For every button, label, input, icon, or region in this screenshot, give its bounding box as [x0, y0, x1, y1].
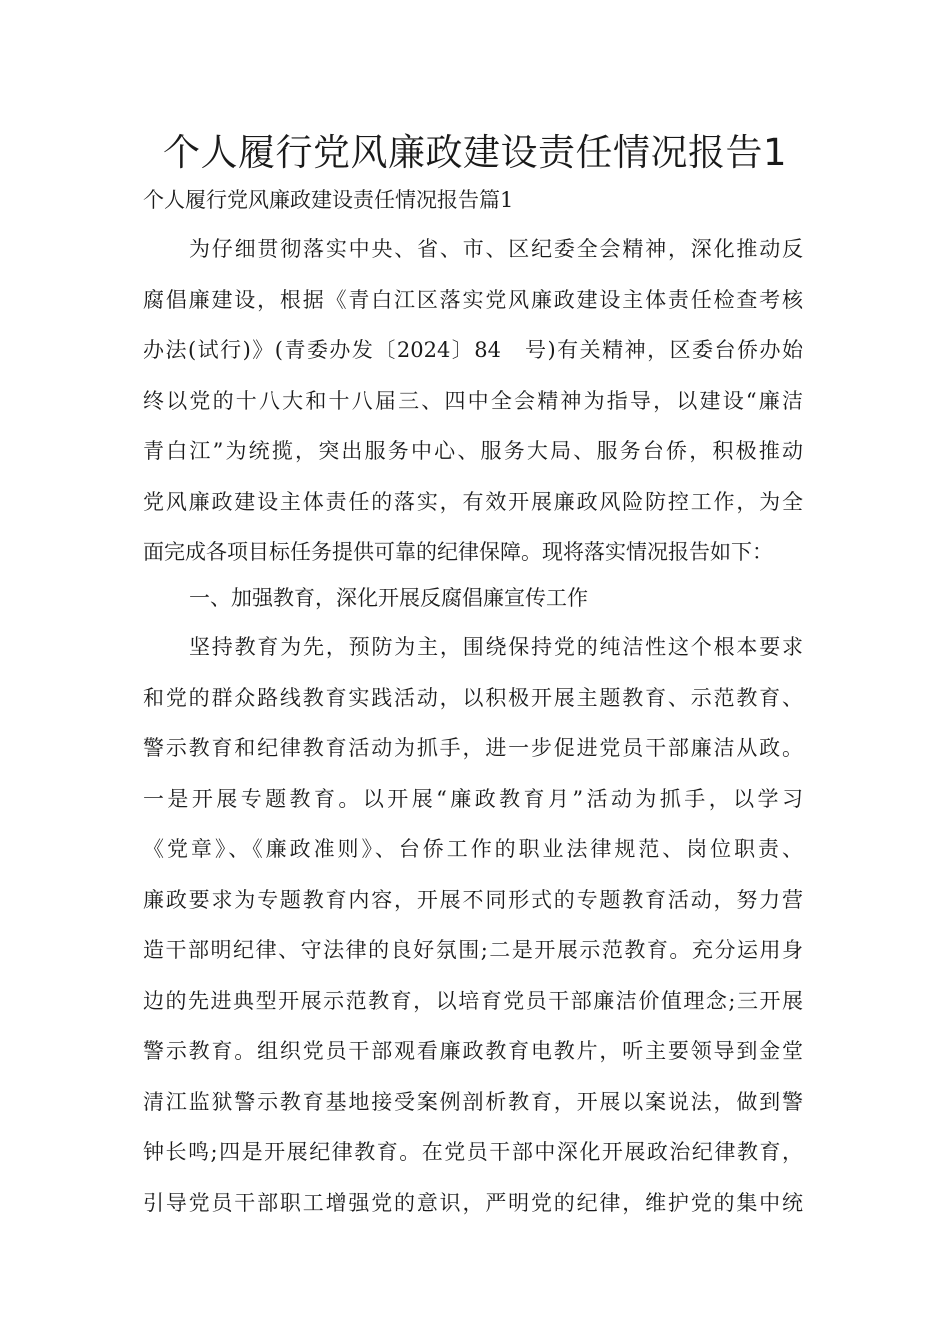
paragraph-line: 廉政要求为专题教育内容，开展不同形式的专题教育活动，努力营	[143, 887, 803, 912]
paragraph-education	[143, 622, 803, 1228]
paragraph-line: 和党的群众路线教育实践活动，以积极开展主题教育、示范教育、	[143, 685, 803, 710]
paragraph-line: 办法(试行)》(青委办发〔2024〕84 号)有关精神，区委台侨办始	[143, 338, 803, 362]
paragraph-line: 腐倡廉建设，根据《青白江区落实党风廉政建设主体责任检查考核	[143, 287, 803, 312]
section-heading: 一、加强教育，深化开展反腐倡廉宣传工作	[189, 586, 588, 610]
paragraph-line: 党风廉政建设主体责任的落实，有效开展廉政风险防控工作，为全	[143, 489, 803, 514]
paragraph-line: 面完成各项目标任务提供可靠的纪律保障。现将落实情况报告如下：	[143, 540, 773, 564]
paragraph-line: 终以党的十八大和十八届三、四中全会精神为指导，以建设“廉洁	[143, 388, 803, 413]
document-subtitle: 个人履行党风廉政建设责任情况报告篇1	[143, 188, 514, 212]
paragraph-line: 引导党员干部职工增强党的意识，严明党的纪律，维护党的集中统	[143, 1190, 803, 1215]
paragraph-line: 《党章》、《廉政准则》、台侨工作的职业法律规范、岗位职责、	[143, 837, 803, 861]
paragraph-line: 一是开展专题教育。以开展“廉政教育月”活动为抓手，以学习	[143, 786, 803, 811]
document-title: 个人履行党风廉政建设责任情况报告1	[162, 131, 788, 174]
paragraph-line: 清江监狱警示教育基地接受案例剖析教育，开展以案说法，做到警	[143, 1089, 803, 1114]
paragraph-line: 造干部明纪律、守法律的良好氛围;二是开展示范教育。充分运用身	[143, 938, 803, 962]
paragraph-intro	[143, 224, 803, 578]
paragraph-line: 坚持教育为先，预防为主，围绕保持党的纯洁性这个根本要求	[189, 635, 803, 659]
paragraph-line: 警示教育。组织党员干部观看廉政教育电教片，听主要领导到金堂	[143, 1039, 803, 1063]
paragraph-line: 为仔细贯彻落实中央、省、市、区纪委全会精神，深化推动反	[189, 237, 803, 261]
paragraph-line: 钟长鸣;四是开展纪律教育。在党员干部中深化开展政治纪律教育，	[143, 1140, 803, 1164]
paragraph-line: 青白江”为统揽，突出服务中心、服务大局、服务台侨，积极推动	[143, 439, 803, 463]
paragraph-line: 警示教育和纪律教育活动为抓手，进一步促进党员干部廉洁从政。	[143, 736, 803, 760]
paragraph-line: 边的先进典型开展示范教育，以培育党员干部廉洁价值理念;三开展	[143, 988, 803, 1013]
